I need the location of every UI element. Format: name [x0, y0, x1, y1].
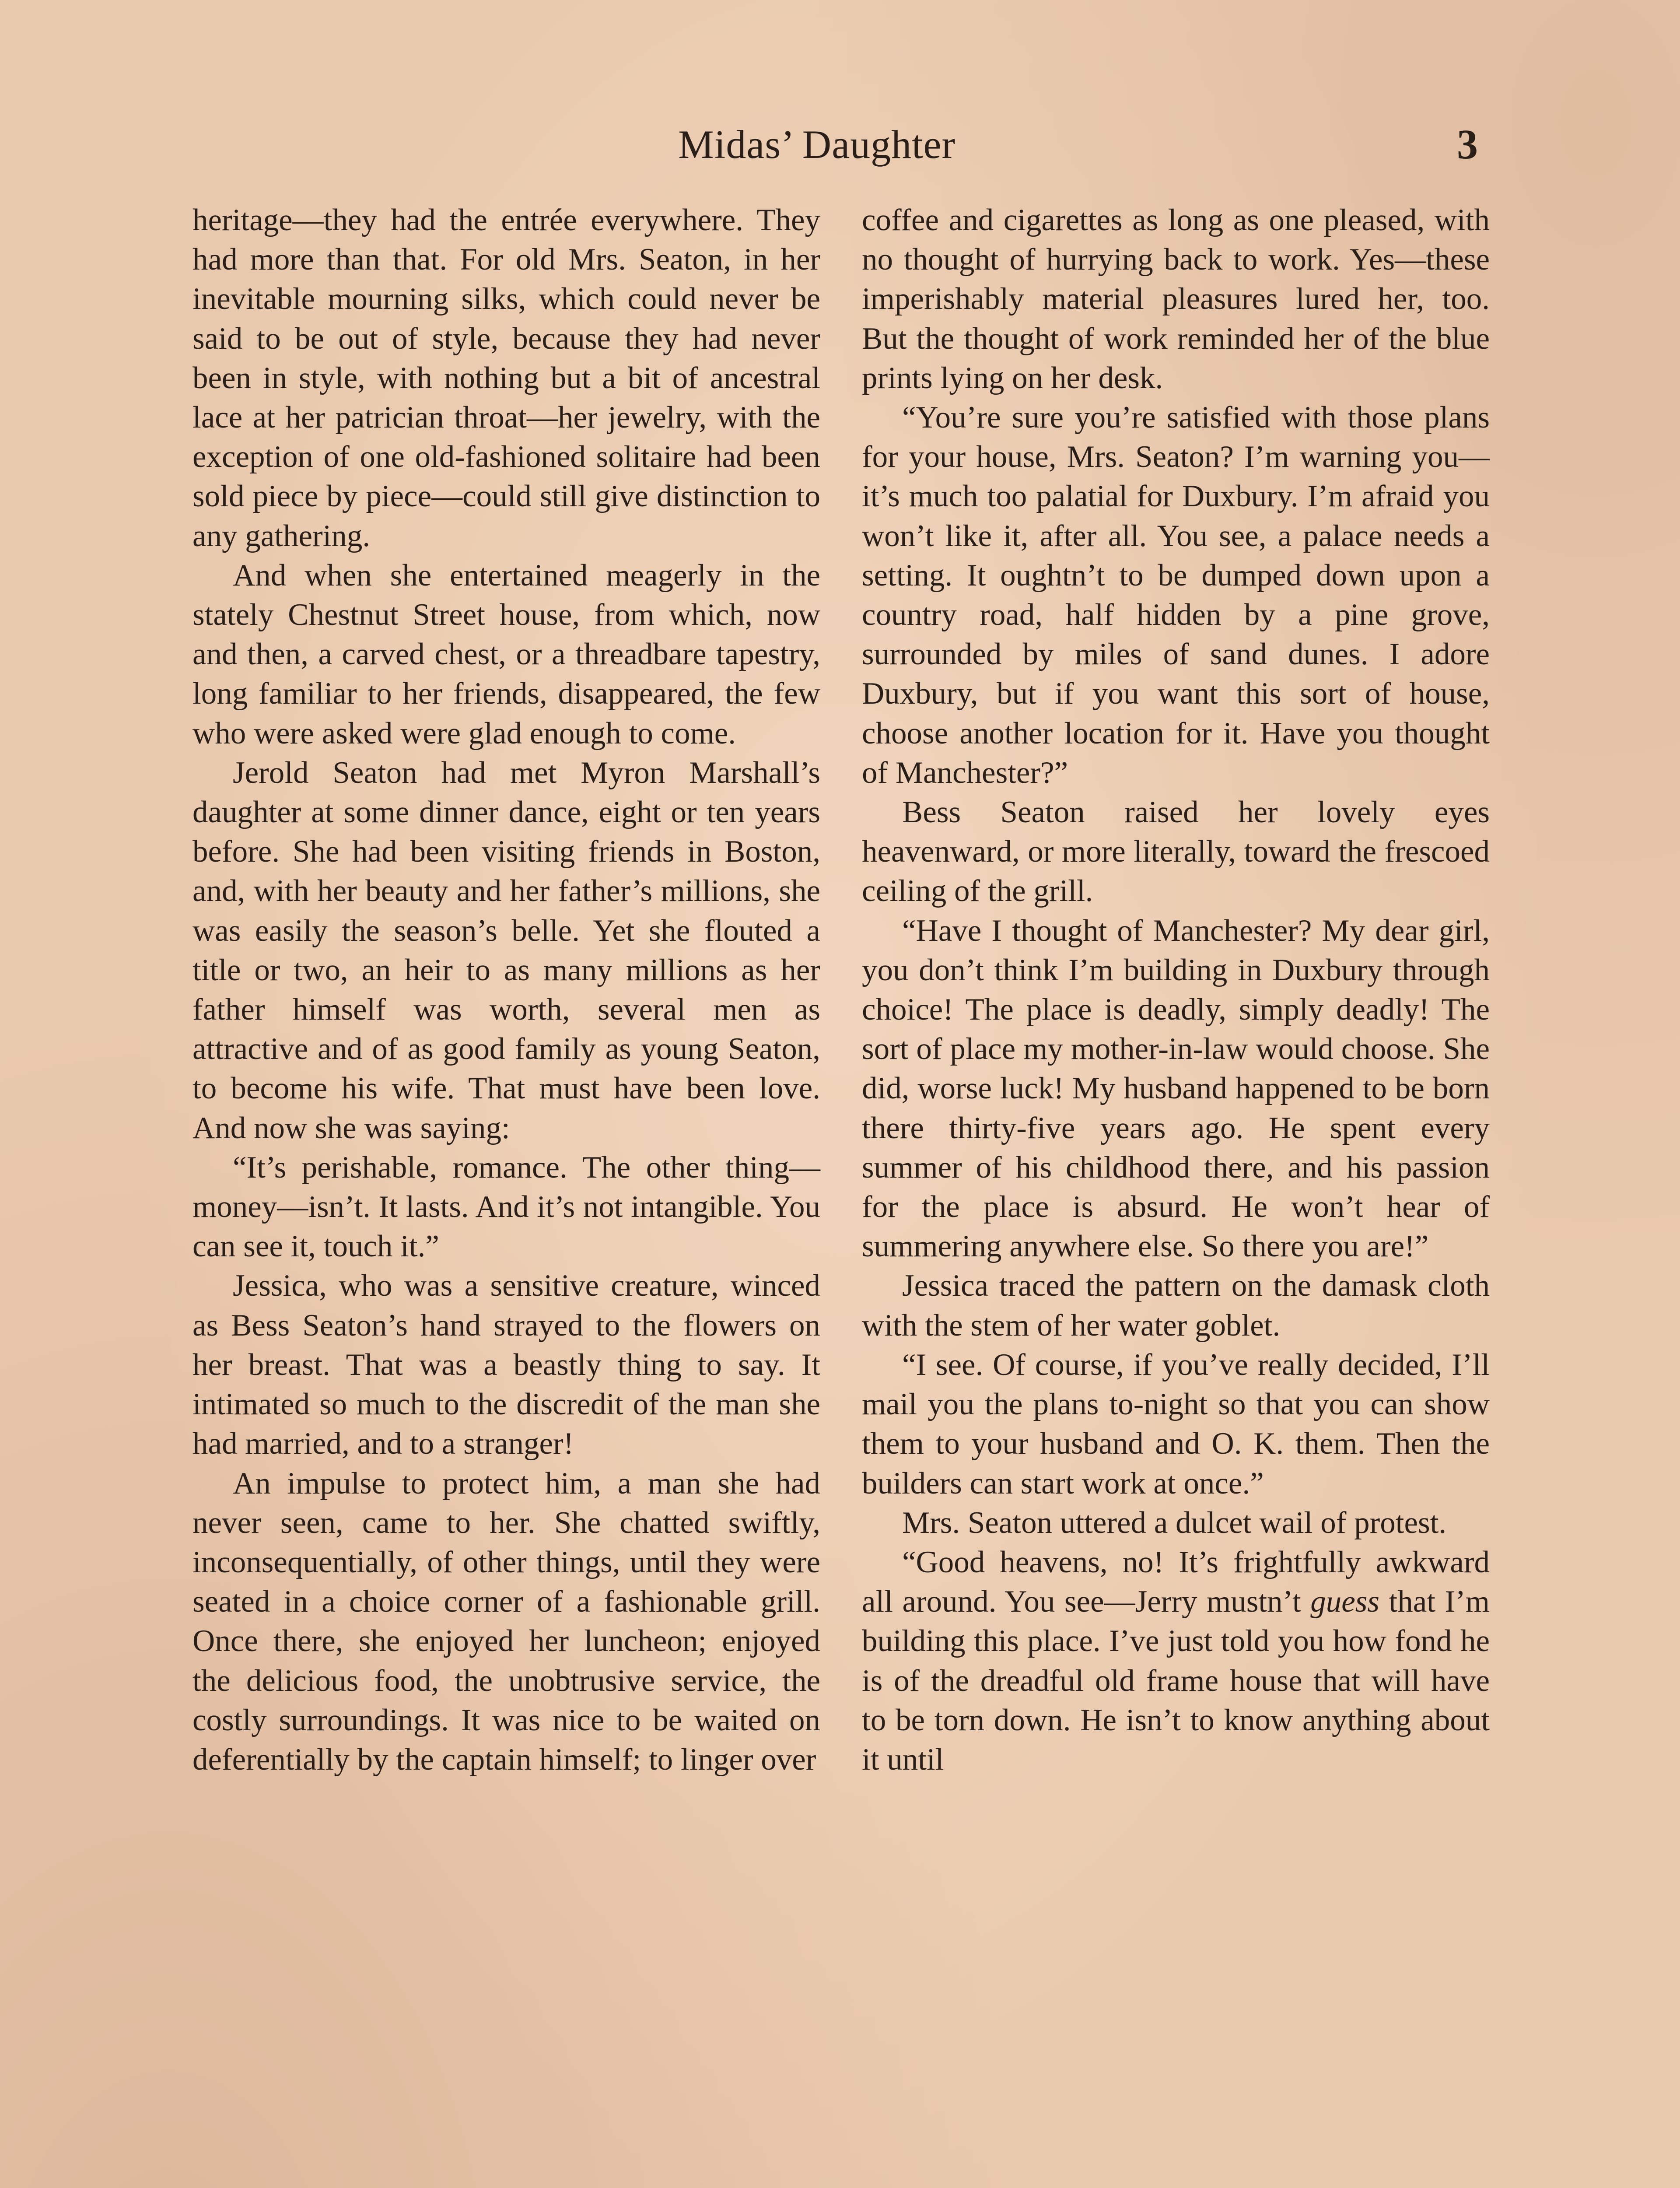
text-run: that I’m building this place. I’ve just told you how fond he is of the dreadful old frame house that will have to be torn down. He isn’t to know anything about it until	[862, 1585, 1490, 1777]
left-column	[192, 200, 820, 1779]
paragraph: coffee and cigarettes as long as one pleased, with no thought of hurrying back to work. Yes—these imperishably material pleasures lured her, too. But the thought of work reminded her of the blue prints lying on her desk.	[862, 203, 1490, 395]
paragraph: “Have I thought of Manchester? My dear girl, you don’t think I’m building in Duxbury through choice! The place is deadly, simply deadly! The sort of place my mother-in-law would choose. She did, worse luck! My husband happened to be born there thirty-five years ago. He spent every summer of his childhood there, and his passion for the place is absurd. He won’t hear of summering anywhere else. So there you are!”	[862, 913, 1490, 1264]
paragraph-last	[862, 1543, 1490, 1779]
text-run: “Good heavens, no! It’s frightfully awkward all around. You see—Jerry mustn’t	[862, 1545, 1490, 1619]
page-number: 3	[1457, 121, 1478, 168]
paragraph: Jessica, who was a sensitive creature, winced as Bess Seaton’s hand strayed to the flowers on her breast. That was a beastly thing to say. It intimated so much to the discredit of the man she had married, and to a stranger!	[192, 1269, 820, 1461]
paragraph: Bess Seaton raised her lovely eyes heavenward, or more literally, toward the frescoed ceiling of the grill.	[862, 795, 1490, 908]
paragraph: “I see. Of course, if you’ve really decided, I’ll mail you the plans to-night so that you can show them to your husband and O. K. them. Then the builders can start work at once.”	[862, 1347, 1490, 1501]
running-title: Midas’ Daughter	[678, 122, 956, 167]
paragraph: heritage—they had the entrée everywhere. They had more than that. For old Mrs. Seaton, in her inevitable mourning silks, which could never be said to be out of style, because they had never been in style, with nothing but a bit of ancestral lace at her patrician throat—her jewelry, with the exception of one old-fashioned solitaire had been sold piece by piece—could still give distinction to any gathering.	[192, 203, 820, 553]
emphasized-word: guess	[1310, 1585, 1379, 1619]
right-column	[862, 200, 1490, 1779]
paragraph: An impulse to protect him, a man she had never seen, came to her. She chatted swiftly, inconsequentially, of other things, until they were seated in a choice corner of a fashionable grill. Once there, she enjoyed her luncheon; enjoyed the delicious food, the unobtrusive service, the costly surroundings. It was nice to be waited on deferentially by the captain himself; to linger over	[192, 1466, 820, 1777]
paragraph: And when she entertained meagerly in the stately Chestnut Street house, from which, now and then, a carved chest, or a threadbare tapestry, long familiar to her friends, disappeared, the few who were asked were glad enough to come.	[192, 558, 820, 750]
running-head	[0, 118, 1680, 171]
paragraph: “It’s perishable, romance. The other thing—money—isn’t. It lasts. And it’s not intangible. You can see it, touch it.”	[192, 1150, 820, 1264]
paragraph: Jessica traced the pattern on the damask cloth with the stem of her water goblet.	[862, 1269, 1490, 1343]
paragraph: “You’re sure you’re satisfied with those plans for your house, Mrs. Seaton? I’m warning you—it’s much too palatial for Duxbury. I’m afraid you won’t like it, after all. You see, a palace needs a setting. It oughtn’t to be dumped down upon a country road, half hidden by a pine grove, surrounded by miles of sand dunes. I adore Duxbury, but if you want this sort of house, choose another location for it. Have you thought of Manchester?”	[862, 400, 1490, 790]
paragraph: Mrs. Seaton uttered a dulcet wail of protest.	[902, 1505, 1447, 1540]
paragraph: Jerold Seaton had met Myron Marshall’s daughter at some dinner dance, eight or ten years before. She had been visiting friends in Boston, and, with her beauty and her father’s millions, she was easily the season’s belle. Yet she flouted a title or two, an heir to as many millions as her father himself was worth, several men as attractive and of as good family as young Seaton, to become his wife. That must have been love. And now she was saying:	[192, 755, 820, 1145]
